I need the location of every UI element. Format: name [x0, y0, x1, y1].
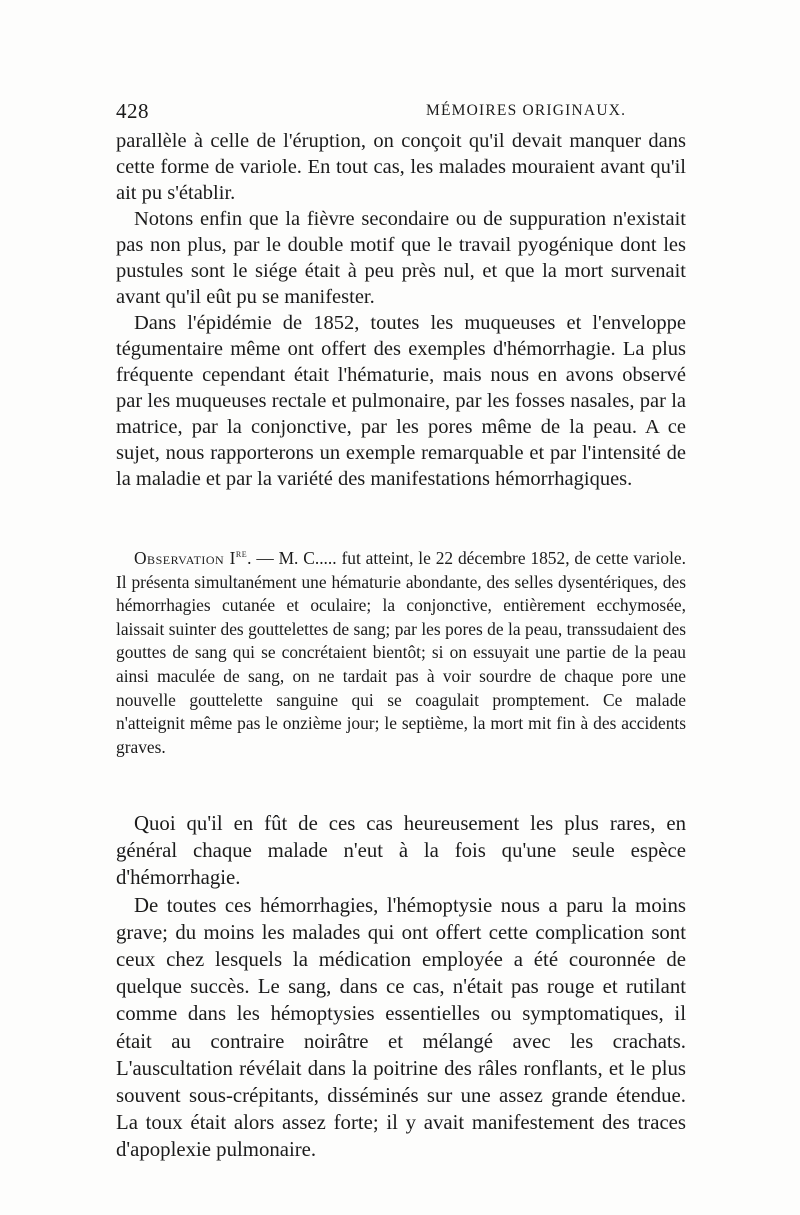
paragraph: Quoi qu'il en fût de ces cas heureusement les plus rares, en général chaque malade n'eut à la fois qu'une seule espèce d'hémorrhagie. [116, 812, 686, 890]
page-number: 428 [116, 99, 149, 123]
observation-text: . — M. C..... fut atteint, le 22 décembre 1852, de cette variole. Il présenta simultanément une hématurie abondante, des selles dysentériques, des hémorrhagies cutanée et oculaire; la conjonctive, entièrement ecchymosée, laissait suinter des gouttelettes de sang; par les pores de la peau, transsudaient des gouttes de sang qui se concrétaient bientôt; si on essuyait une partie de la peau ainsi maculée de sang, on ne tardait pas à voir sourdre de chaque pore une nouvelle gouttelette sanguine qui se coagulait promptement. Ce malade n'atteignit même pas le onzième jour; le septième, la mort mit fin à des accidents graves. [116, 548, 687, 757]
observation-label [134, 548, 247, 568]
observation-block [116, 547, 686, 759]
body-text-bottom [116, 810, 686, 1164]
body-text-top [116, 128, 686, 492]
running-title: MÉMOIRES ORIGINAUX. [426, 102, 627, 119]
paragraph: Notons enfin que la fièvre secondaire ou de suppuration n'existait pas non plus, par le double motif que le travail pyogénique dont les pustules sont le siége était à peu près nul, et que la mort survenait avant qu'il eût pu se manifester. [116, 208, 686, 308]
paragraph: De toutes ces hémorrhagies, l'hémoptysie nous a paru la moins grave; du moins les malades qui ont offert cette complication sont ceux chez lesquels la médication employée a été couronnée de quelque succès. Le sang, dans ce cas, n'était pas rouge et rutilant comme dans les hémoptysies essentielles ou symptomatiques, il était au contraire noirâtre et mélangé avec les crachats. L'auscultation révélait dans la poitrine des râles ronflants, et le plus souvent sous-crépitants, disséminés sur une assez grande étendue. La toux était alors assez forte; il y avait manifestement des traces d'apoplexie pulmonaire. [116, 893, 686, 1162]
observation-label-text: Observation I [134, 548, 236, 568]
running-head [116, 99, 686, 125]
observation-label-sup: re [235, 548, 248, 561]
paragraph: parallèle à celle de l'éruption, on conçoit qu'il devait manquer dans cette forme de variole. En tout cas, les malades mouraient avant qu'il ait pu s'établir. [116, 130, 686, 204]
paragraph: Dans l'épidémie de 1852, toutes les muqueuses et l'enveloppe tégumentaire même ont offert des exemples d'hémorrhagie. La plus fréquente cependant était l'hématurie, mais nous en avons observé par les muqueuses rectale et pulmonaire, par les fosses nasales, par la matrice, par la conjonctive, par les pores même de la peau. A ce sujet, nous rapporterons un exemple remarquable et par l'intensité de la maladie et par la variété des manifestations hémorrhagiques. [116, 312, 686, 490]
